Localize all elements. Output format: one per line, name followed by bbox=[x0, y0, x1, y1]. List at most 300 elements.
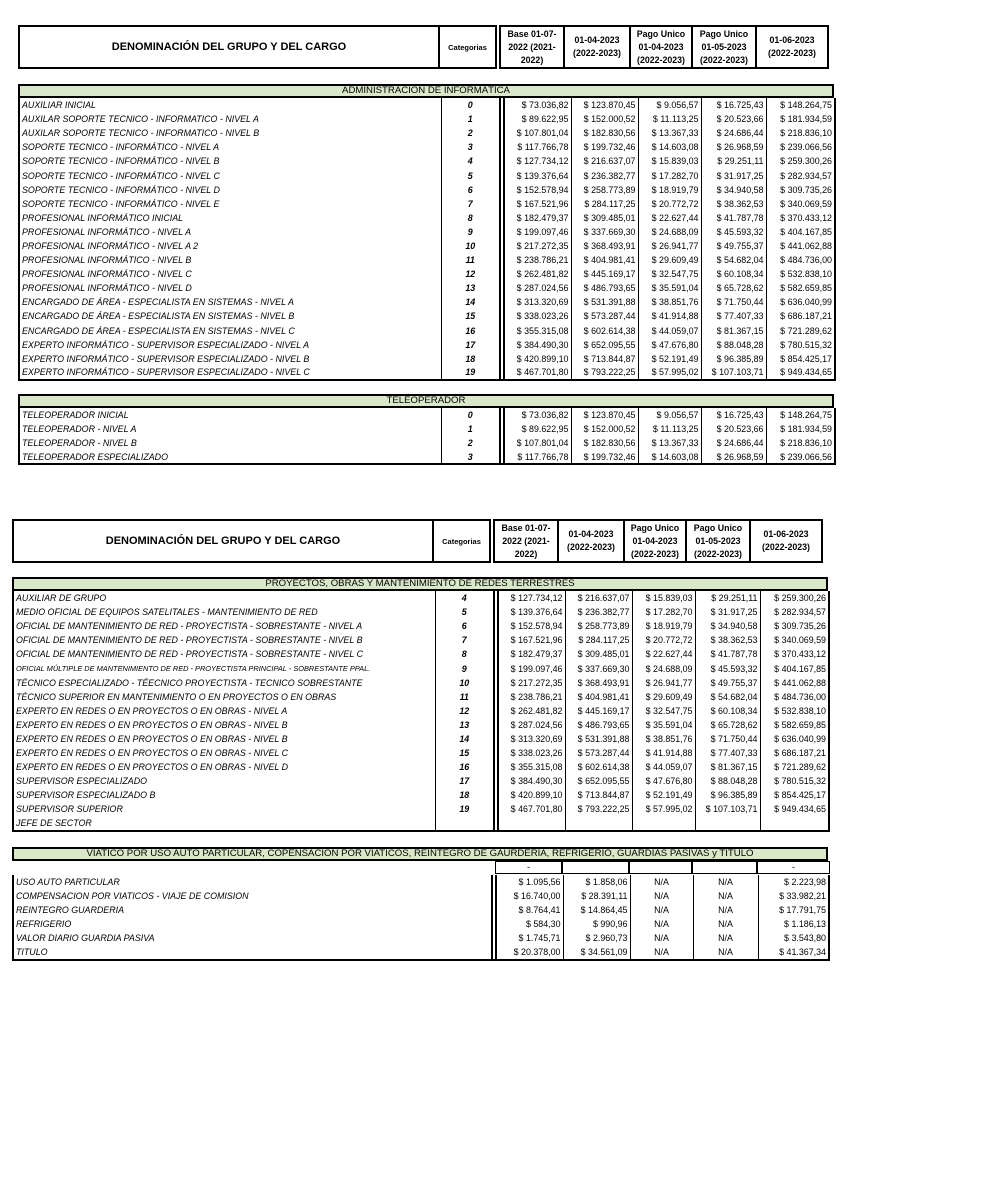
cargo-name: OFICIAL DE MANTENIMIENTO DE RED - PROYECTISTA - SOBRESTANTE - NIVEL A bbox=[13, 619, 435, 633]
amount-cell: $ 29.609,49 bbox=[638, 253, 701, 267]
amount-cell: $ 60.108,34 bbox=[695, 704, 760, 718]
amount-cell: $ 20.523,66 bbox=[701, 112, 766, 126]
amount-cell: $ 22.627,44 bbox=[638, 211, 701, 225]
categoria: 5 bbox=[441, 168, 500, 182]
amount-cell: $ 89.622,95 bbox=[504, 422, 571, 436]
table-row bbox=[13, 732, 829, 746]
amount-cell: $ 57.995,02 bbox=[632, 802, 695, 816]
amount-cell: $ 282.934,57 bbox=[760, 605, 829, 619]
table-row bbox=[13, 788, 829, 802]
amount-cell: $ 602.614,38 bbox=[571, 324, 638, 338]
amount-cell: $ 780.515,32 bbox=[760, 774, 829, 788]
header-bottom bbox=[12, 519, 823, 563]
amount-cell: $ 77.407,33 bbox=[701, 309, 766, 323]
amount-cell: $ 81.367,15 bbox=[701, 324, 766, 338]
section-proy-title: PROYECTOS, OBRAS Y MANTENIMIENTO DE REDES TERRESTRES bbox=[12, 577, 828, 591]
cargo-name: AUXILAR SOPORTE TECNICO - INFORMATICO - NIVEL A bbox=[19, 112, 441, 126]
cargo-name: EXPERTO INFORMÁTICO - SUPERVISOR ESPECIALIZADO - NIVEL A bbox=[19, 338, 441, 352]
amount-cell: $ 368.493,91 bbox=[571, 239, 638, 253]
categoria: 6 bbox=[435, 619, 494, 633]
amount-cell: $ 152.000,52 bbox=[571, 112, 638, 126]
amount-cell: $ 81.367,15 bbox=[695, 760, 760, 774]
header-abr: 01-04-2023 (2022-2023) bbox=[563, 25, 631, 69]
amount-cell: $ 57.995,02 bbox=[638, 366, 701, 380]
amount-cell: $ 652.095,55 bbox=[571, 338, 638, 352]
cargo-name: SOPORTE TECNICO - INFORMÁTICO - NIVEL E bbox=[19, 197, 441, 211]
header-categorias: Categorias bbox=[438, 25, 497, 69]
cargo-name: EXPERTO EN REDES O EN PROYECTOS O EN OBRAS - NIVEL A bbox=[13, 704, 435, 718]
amount-cell: $ 16.725,43 bbox=[701, 98, 766, 112]
amount-cell: $ 52.191,49 bbox=[638, 352, 701, 366]
cargo-name: VALOR DIARIO GUARDIA PASIVA bbox=[13, 931, 492, 945]
amount-cell: $ 355.315,08 bbox=[504, 324, 571, 338]
amount-cell: $ 14.864,45 bbox=[563, 903, 630, 917]
amount-cell bbox=[760, 817, 829, 831]
amount-cell: $ 355.315,08 bbox=[498, 760, 565, 774]
table-row bbox=[19, 267, 835, 281]
amount-cell: $ 217.272,35 bbox=[498, 676, 565, 690]
header-jun: 01-06-2023 (2022-2023) bbox=[749, 519, 823, 563]
amount-cell: $ 26.941,77 bbox=[632, 676, 695, 690]
amount-cell: $ 258.773,89 bbox=[565, 619, 632, 633]
header-pago-may: Pago Unico 01-05-2023 (2022-2023) bbox=[685, 519, 751, 563]
amount-cell: $ 384.490,30 bbox=[498, 774, 565, 788]
amount-cell: $ 9.056,57 bbox=[638, 98, 701, 112]
amount-cell: $ 582.659,85 bbox=[760, 718, 829, 732]
amount-cell: $ 32.547,75 bbox=[632, 704, 695, 718]
table-row bbox=[13, 718, 829, 732]
amount-cell: $ 123.870,45 bbox=[571, 408, 638, 422]
amount-cell: $ 309.735,26 bbox=[760, 619, 829, 633]
amount-cell: $ 793.222,25 bbox=[571, 366, 638, 380]
table-row bbox=[13, 889, 829, 903]
amount-cell: $ 990,96 bbox=[563, 917, 630, 931]
amount-cell: $ 445.169,17 bbox=[565, 704, 632, 718]
categoria: 7 bbox=[435, 633, 494, 647]
amount-cell: $ 17.282,70 bbox=[632, 605, 695, 619]
amount-cell: $ 167.521,96 bbox=[504, 197, 571, 211]
amount-cell: $ 89.622,95 bbox=[504, 112, 571, 126]
amount-cell: $ 45.593,32 bbox=[695, 661, 760, 675]
cargo-name: OFICIAL MÚLTIPLE DE MANTENIMIENTO DE RED - PROYECTISTA PRINCIPAL - SOBRESTANTE PPAL. bbox=[13, 661, 435, 675]
cargo-name: SUPERVISOR ESPECIALIZADO B bbox=[13, 788, 435, 802]
amount-cell: $ 11.113,25 bbox=[638, 112, 701, 126]
amount-cell: $ 199.732,46 bbox=[571, 140, 638, 154]
amount-cell: $ 88.048,28 bbox=[701, 338, 766, 352]
amount-cell: $ 721.289,62 bbox=[766, 324, 835, 338]
table-row bbox=[19, 225, 835, 239]
categoria: 11 bbox=[435, 690, 494, 704]
amount-cell: $ 370.433,12 bbox=[760, 647, 829, 661]
categoria: 13 bbox=[441, 281, 500, 295]
cargo-name: TÉCNICO ESPECIALIZADO - TÉECNICO PROYECTISTA - TECNICO SOBRESTANTE bbox=[13, 676, 435, 690]
amount-cell: $ 181.934,59 bbox=[766, 112, 835, 126]
amount-cell: $ 38.851,76 bbox=[638, 295, 701, 309]
amount-cell: $ 24.688,09 bbox=[638, 225, 701, 239]
amount-cell: $ 167.521,96 bbox=[498, 633, 565, 647]
cargo-name: REFRIGERIO bbox=[13, 917, 492, 931]
categoria: 14 bbox=[441, 295, 500, 309]
amount-cell: $ 14.603,08 bbox=[638, 140, 701, 154]
cargo-name: COMPENSACION POR VIATICOS - VIAJE DE COMISION bbox=[13, 889, 492, 903]
amount-cell: $ 420.899,10 bbox=[504, 352, 571, 366]
cargo-name: OFICIAL DE MANTENIMIENTO DE RED - PROYECTISTA - SOBRESTANTE - NIVEL C bbox=[13, 647, 435, 661]
table-row bbox=[13, 774, 829, 788]
amount-cell: $ 420.899,10 bbox=[498, 788, 565, 802]
table-row bbox=[19, 408, 835, 422]
categoria: 7 bbox=[441, 197, 500, 211]
amount-cell: $ 29.609,49 bbox=[632, 690, 695, 704]
cargo-name: JEFE DE SECTOR bbox=[13, 817, 435, 831]
table-row bbox=[19, 309, 835, 323]
table-row bbox=[19, 126, 835, 140]
amount-cell: $ 239.066,56 bbox=[766, 140, 835, 154]
dash-cell bbox=[692, 861, 757, 874]
table-row bbox=[19, 436, 835, 450]
table-row bbox=[13, 647, 829, 661]
amount-cell: $ 15.839,03 bbox=[632, 591, 695, 605]
amount-cell: $ 152.578,94 bbox=[498, 619, 565, 633]
cargo-name: EXPERTO INFORMÁTICO - SUPERVISOR ESPECIALIZADO - NIVEL C bbox=[19, 366, 441, 380]
table-row bbox=[13, 931, 829, 945]
amount-cell bbox=[498, 817, 565, 831]
amount-cell: $ 532.838,10 bbox=[766, 267, 835, 281]
amount-cell: N/A bbox=[693, 931, 758, 945]
amount-cell: $ 3.543,80 bbox=[758, 931, 829, 945]
amount-cell: $ 949.434,65 bbox=[760, 802, 829, 816]
cargo-name: USO AUTO PARTICULAR bbox=[13, 875, 492, 889]
amount-cell: $ 531.391,88 bbox=[571, 295, 638, 309]
amount-cell: $ 484.736,00 bbox=[760, 690, 829, 704]
amount-cell: $ 17.791,75 bbox=[758, 903, 829, 917]
amount-cell: $ 2.223,98 bbox=[758, 875, 829, 889]
amount-cell: $ 949.434,65 bbox=[766, 366, 835, 380]
amount-cell: $ 29.251,11 bbox=[701, 154, 766, 168]
cargo-name: EXPERTO INFORMÁTICO - SUPERVISOR ESPECIALIZADO - NIVEL B bbox=[19, 352, 441, 366]
cargo-name: PROFESIONAL INFORMÁTICO - NIVEL A bbox=[19, 225, 441, 239]
amount-cell: $ 38.362,53 bbox=[695, 633, 760, 647]
cargo-name: SOPORTE TECNICO - INFORMÁTICO - NIVEL D bbox=[19, 183, 441, 197]
amount-cell: $ 1.186,13 bbox=[758, 917, 829, 931]
amount-cell: $ 854.425,17 bbox=[766, 352, 835, 366]
categoria: 8 bbox=[435, 647, 494, 661]
amount-cell: $ 441.062,88 bbox=[760, 676, 829, 690]
table-row bbox=[13, 875, 829, 889]
table-row bbox=[13, 619, 829, 633]
table-admin bbox=[18, 98, 836, 381]
amount-cell: $ 486.793,65 bbox=[565, 718, 632, 732]
categoria: 16 bbox=[435, 760, 494, 774]
categoria: 10 bbox=[435, 676, 494, 690]
cargo-name: PROFESIONAL INFORMÁTICO - NIVEL B bbox=[19, 253, 441, 267]
amount-cell: $ 284.117,25 bbox=[571, 197, 638, 211]
amount-cell: $ 107.801,04 bbox=[504, 126, 571, 140]
amount-cell: $ 49.755,37 bbox=[701, 239, 766, 253]
categoria: 15 bbox=[435, 746, 494, 760]
amount-cell: $ 1.745,71 bbox=[496, 931, 563, 945]
amount-cell: N/A bbox=[693, 875, 758, 889]
header-jun: 01-06-2023 (2022-2023) bbox=[755, 25, 829, 69]
amount-cell: $ 123.870,45 bbox=[571, 98, 638, 112]
amount-cell: $ 49.755,37 bbox=[695, 676, 760, 690]
cargo-name: EXPERTO EN REDES O EN PROYECTOS O EN OBRAS - NIVEL D bbox=[13, 760, 435, 774]
table-row bbox=[19, 450, 835, 464]
amount-cell: $ 282.934,57 bbox=[766, 168, 835, 182]
amount-cell: $ 262.481,82 bbox=[504, 267, 571, 281]
amount-cell: $ 238.786,21 bbox=[504, 253, 571, 267]
amount-cell: $ 182.479,37 bbox=[498, 647, 565, 661]
amount-cell: $ 17.282,70 bbox=[638, 168, 701, 182]
cargo-name: EXPERTO EN REDES O EN PROYECTOS O EN OBRAS - NIVEL B bbox=[13, 732, 435, 746]
amount-cell: $ 29.251,11 bbox=[695, 591, 760, 605]
amount-cell: $ 31.917,25 bbox=[701, 168, 766, 182]
cargo-name: PROFESIONAL INFORMÁTICO INICIAL bbox=[19, 211, 441, 225]
categoria: 14 bbox=[435, 732, 494, 746]
table-row bbox=[13, 802, 829, 816]
amount-cell: $ 340.069,59 bbox=[766, 197, 835, 211]
amount-cell: $ 77.407,33 bbox=[695, 746, 760, 760]
amount-cell: $ 41.914,88 bbox=[638, 309, 701, 323]
amount-cell: $ 780.515,32 bbox=[766, 338, 835, 352]
amount-cell: $ 34.561,09 bbox=[563, 945, 630, 959]
section-tele-title: TELEOPERADOR bbox=[18, 394, 834, 408]
categoria: 3 bbox=[441, 450, 500, 464]
cargo-name: TÉCNICO SUPERIOR EN MANTENIMIENTO O EN PROYECTOS O EN OBRAS bbox=[13, 690, 435, 704]
amount-cell: $ 370.433,12 bbox=[766, 211, 835, 225]
cargo-name: MEDIO OFICIAL DE EQUIPOS SATELITALES - MANTENIMIENTO DE RED bbox=[13, 605, 435, 619]
table-row bbox=[13, 661, 829, 675]
amount-cell: $ 96.385,89 bbox=[695, 788, 760, 802]
amount-cell: $ 73.036,82 bbox=[504, 98, 571, 112]
amount-cell: $ 71.750,44 bbox=[695, 732, 760, 746]
amount-cell: $ 636.040,99 bbox=[766, 295, 835, 309]
amount-cell: $ 31.917,25 bbox=[695, 605, 760, 619]
amount-cell: $ 152.578,94 bbox=[504, 183, 571, 197]
amount-cell: N/A bbox=[630, 931, 693, 945]
amount-cell: $ 41.787,78 bbox=[695, 647, 760, 661]
amount-cell: $ 573.287,44 bbox=[565, 746, 632, 760]
amount-cell: $ 41.787,78 bbox=[701, 211, 766, 225]
amount-cell: $ 47.676,80 bbox=[632, 774, 695, 788]
categoria: 12 bbox=[435, 704, 494, 718]
table-row bbox=[13, 917, 829, 931]
amount-cell: $ 404.981,41 bbox=[571, 253, 638, 267]
viatico-dash-row bbox=[495, 861, 830, 874]
amount-cell: $ 20.772,72 bbox=[632, 633, 695, 647]
amount-cell: $ 13.367,33 bbox=[638, 436, 701, 450]
amount-cell: $ 239.066,56 bbox=[766, 450, 835, 464]
amount-cell: $ 16.725,43 bbox=[701, 408, 766, 422]
header-abr: 01-04-2023 (2022-2023) bbox=[557, 519, 625, 563]
amount-cell: $ 16.740,00 bbox=[496, 889, 563, 903]
categoria: 9 bbox=[435, 661, 494, 675]
table-row bbox=[13, 945, 829, 959]
header-name: DENOMINACIÓN DEL GRUPO Y DEL CARGO bbox=[12, 519, 434, 563]
amount-cell: $ 1.095,56 bbox=[496, 875, 563, 889]
categoria bbox=[435, 817, 494, 831]
table-row bbox=[13, 690, 829, 704]
amount-cell: $ 404.167,85 bbox=[766, 225, 835, 239]
amount-cell: $ 602.614,38 bbox=[565, 760, 632, 774]
amount-cell: $ 182.830,56 bbox=[571, 126, 638, 140]
cargo-name: TELEOPERADOR - NIVEL B bbox=[19, 436, 441, 450]
table-tele bbox=[18, 408, 836, 465]
categoria: 19 bbox=[441, 366, 500, 380]
cargo-name: AUXILIAR INICIAL bbox=[19, 98, 441, 112]
amount-cell: $ 199.097,46 bbox=[498, 661, 565, 675]
categoria: 0 bbox=[441, 98, 500, 112]
amount-cell: N/A bbox=[630, 945, 693, 959]
table-row bbox=[19, 197, 835, 211]
amount-cell: N/A bbox=[630, 903, 693, 917]
dash-cell: - bbox=[495, 861, 562, 874]
table-row bbox=[19, 295, 835, 309]
header-pago-abr: Pago Unico 01-04-2023 (2022-2023) bbox=[623, 519, 687, 563]
categoria: 1 bbox=[441, 422, 500, 436]
amount-cell: $ 38.851,76 bbox=[632, 732, 695, 746]
table-row bbox=[19, 211, 835, 225]
table-row bbox=[19, 324, 835, 338]
categoria: 5 bbox=[435, 605, 494, 619]
amount-cell: $ 26.968,59 bbox=[701, 140, 766, 154]
categoria: 4 bbox=[435, 591, 494, 605]
cargo-name: ENCARGADO DE ÁREA - ESPECIALISTA EN SISTEMAS - NIVEL C bbox=[19, 324, 441, 338]
amount-cell: $ 199.732,46 bbox=[571, 450, 638, 464]
amount-cell: $ 181.934,59 bbox=[766, 422, 835, 436]
categoria: 18 bbox=[435, 788, 494, 802]
header-base: Base 01-07-2022 (2021-2022) bbox=[493, 519, 559, 563]
amount-cell: $ 262.481,82 bbox=[498, 704, 565, 718]
cargo-name: SOPORTE TECNICO - INFORMÁTICO - NIVEL B bbox=[19, 154, 441, 168]
cargo-name: SUPERVISOR SUPERIOR bbox=[13, 802, 435, 816]
amount-cell: $ 24.686,44 bbox=[701, 436, 766, 450]
amount-cell: $ 34.940,58 bbox=[701, 183, 766, 197]
cargo-name: ENCARGADO DE ÁREA - ESPECIALISTA EN SISTEMAS - NIVEL B bbox=[19, 309, 441, 323]
amount-cell: $ 793.222,25 bbox=[565, 802, 632, 816]
amount-cell: $ 139.376,64 bbox=[504, 168, 571, 182]
header-base: Base 01-07-2022 (2021-2022) bbox=[499, 25, 565, 69]
amount-cell: $ 44.059,07 bbox=[638, 324, 701, 338]
categoria: 17 bbox=[441, 338, 500, 352]
amount-cell: $ 584,30 bbox=[496, 917, 563, 931]
cargo-name: ENCARGADO DE ÁREA - ESPECIALISTA EN SISTEMAS - NIVEL A bbox=[19, 295, 441, 309]
table-row bbox=[19, 168, 835, 182]
categoria: 16 bbox=[441, 324, 500, 338]
amount-cell: $ 313.320,69 bbox=[498, 732, 565, 746]
amount-cell: $ 127.734,12 bbox=[498, 591, 565, 605]
cargo-name: AUXILAR SOPORTE TECNICO - INFORMATICO - NIVEL B bbox=[19, 126, 441, 140]
cargo-name: PROFESIONAL INFORMÁTICO - NIVEL A 2 bbox=[19, 239, 441, 253]
amount-cell: $ 258.773,89 bbox=[571, 183, 638, 197]
amount-cell: N/A bbox=[630, 875, 693, 889]
amount-cell: $ 467.701,80 bbox=[498, 802, 565, 816]
cargo-name: EXPERTO EN REDES O EN PROYECTOS O EN OBRAS - NIVEL C bbox=[13, 746, 435, 760]
amount-cell: N/A bbox=[630, 889, 693, 903]
amount-cell: $ 41.367,34 bbox=[758, 945, 829, 959]
table-row bbox=[13, 760, 829, 774]
amount-cell: $ 32.547,75 bbox=[638, 267, 701, 281]
table-row bbox=[13, 605, 829, 619]
amount-cell: $ 238.786,21 bbox=[498, 690, 565, 704]
dash-cell bbox=[629, 861, 692, 874]
amount-cell bbox=[565, 817, 632, 831]
header-name: DENOMINACIÓN DEL GRUPO Y DEL CARGO bbox=[18, 25, 440, 69]
categoria: 18 bbox=[441, 352, 500, 366]
table-row bbox=[19, 183, 835, 197]
amount-cell: $ 199.097,46 bbox=[504, 225, 571, 239]
amount-cell: N/A bbox=[693, 889, 758, 903]
cargo-name: SOPORTE TECNICO - INFORMÁTICO - NIVEL A bbox=[19, 140, 441, 154]
table-row bbox=[13, 704, 829, 718]
cargo-name: EXPERTO EN REDES O EN PROYECTOS O EN OBRAS - NIVEL B bbox=[13, 718, 435, 732]
amount-cell: $ 384.490,30 bbox=[504, 338, 571, 352]
header-pago-abr: Pago Unico 01-04-2023 (2022-2023) bbox=[629, 25, 693, 69]
table-row bbox=[19, 154, 835, 168]
amount-cell: $ 652.095,55 bbox=[565, 774, 632, 788]
amount-cell: $ 404.981,41 bbox=[565, 690, 632, 704]
amount-cell: $ 24.688,09 bbox=[632, 661, 695, 675]
cargo-name: OFICIAL DE MANTENIMIENTO DE RED - PROYECTISTA - SOBRESTANTE - NIVEL B bbox=[13, 633, 435, 647]
amount-cell: $ 65.728,62 bbox=[695, 718, 760, 732]
cargo-name: TELEOPERADOR ESPECIALIZADO bbox=[19, 450, 441, 464]
section-viatico-title: VIATICO POR USO AUTO PARTICULAR, COPENSACION POR VIATICOS, REINTEGRO DE GAURDERIA, REFRIGERIO, GUARDIAS PASIVAS y TITULO bbox=[12, 847, 828, 861]
header-categorias: Categorias bbox=[432, 519, 491, 563]
amount-cell: $ 33.982,21 bbox=[758, 889, 829, 903]
amount-cell: $ 216.637,07 bbox=[565, 591, 632, 605]
table-row bbox=[19, 140, 835, 154]
amount-cell: $ 152.000,52 bbox=[571, 422, 638, 436]
amount-cell: $ 45.593,32 bbox=[701, 225, 766, 239]
cargo-name: SOPORTE TECNICO - INFORMÁTICO - NIVEL C bbox=[19, 168, 441, 182]
amount-cell: $ 368.493,91 bbox=[565, 676, 632, 690]
categoria: 3 bbox=[441, 140, 500, 154]
categoria: 6 bbox=[441, 183, 500, 197]
table-row bbox=[19, 338, 835, 352]
cargo-name: AUXILIAR DE GRUPO bbox=[13, 591, 435, 605]
amount-cell: $ 127.734,12 bbox=[504, 154, 571, 168]
amount-cell bbox=[632, 817, 695, 831]
dash-cell bbox=[562, 861, 629, 874]
amount-cell: $ 340.069,59 bbox=[760, 633, 829, 647]
amount-cell: $ 686.187,21 bbox=[766, 309, 835, 323]
table-row bbox=[13, 633, 829, 647]
amount-cell: $ 34.940,58 bbox=[695, 619, 760, 633]
amount-cell: $ 20.523,66 bbox=[701, 422, 766, 436]
amount-cell: $ 287.024,56 bbox=[504, 281, 571, 295]
amount-cell: $ 287.024,56 bbox=[498, 718, 565, 732]
categoria: 2 bbox=[441, 436, 500, 450]
amount-cell: $ 218.836,10 bbox=[766, 126, 835, 140]
amount-cell: $ 338.023,26 bbox=[504, 309, 571, 323]
amount-cell: $ 11.113,25 bbox=[638, 422, 701, 436]
cargo-name: PROFESIONAL INFORMÁTICO - NIVEL C bbox=[19, 267, 441, 281]
amount-cell: $ 148.264,75 bbox=[766, 98, 835, 112]
table-row bbox=[13, 676, 829, 690]
categoria: 19 bbox=[435, 802, 494, 816]
amount-cell: $ 107.103,71 bbox=[695, 802, 760, 816]
amount-cell: $ 22.627,44 bbox=[632, 647, 695, 661]
table-row bbox=[19, 98, 835, 112]
cargo-name: TELEOPERADOR INICIAL bbox=[19, 408, 441, 422]
amount-cell: $ 9.056,57 bbox=[638, 408, 701, 422]
amount-cell: $ 2.960,73 bbox=[563, 931, 630, 945]
categoria: 9 bbox=[441, 225, 500, 239]
amount-cell: $ 713.844,87 bbox=[571, 352, 638, 366]
amount-cell: $ 484.736,00 bbox=[766, 253, 835, 267]
table-row bbox=[19, 366, 835, 380]
categoria: 15 bbox=[441, 309, 500, 323]
amount-cell: $ 13.367,33 bbox=[638, 126, 701, 140]
